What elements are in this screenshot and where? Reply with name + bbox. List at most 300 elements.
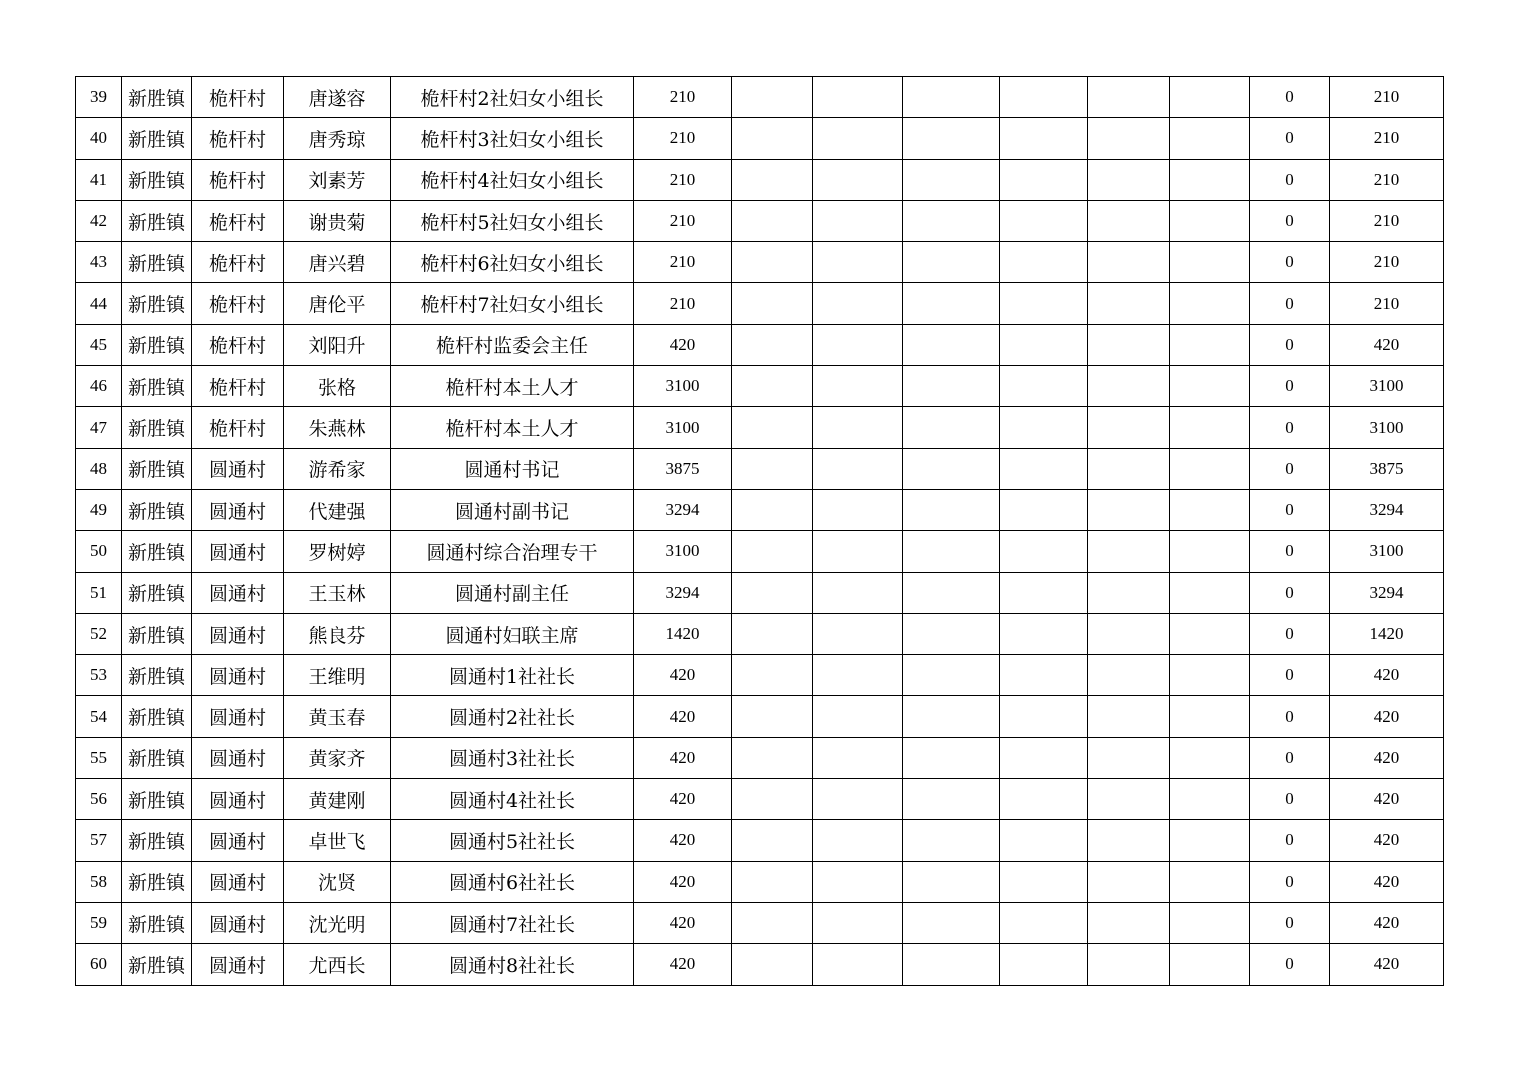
cell-empty <box>1088 737 1170 778</box>
cell-empty <box>732 200 813 241</box>
table-row <box>76 489 1444 530</box>
cell-serial-number: 54 <box>76 696 122 737</box>
cell-empty <box>1000 77 1088 118</box>
cell-deduction: 0 <box>1250 159 1330 200</box>
table-row <box>76 324 1444 365</box>
cell-village: 圆通村 <box>192 737 284 778</box>
cell-town: 新胜镇 <box>122 324 192 365</box>
cell-person-name: 刘阳升 <box>284 324 391 365</box>
cell-empty <box>1170 283 1250 324</box>
cell-empty <box>1170 737 1250 778</box>
cell-empty <box>732 572 813 613</box>
cell-village: 桅杆村 <box>192 324 284 365</box>
cell-empty <box>1000 861 1088 902</box>
cell-town: 新胜镇 <box>122 737 192 778</box>
cell-serial-number: 41 <box>76 159 122 200</box>
cell-person-name: 刘素芳 <box>284 159 391 200</box>
table-row <box>76 366 1444 407</box>
cell-town: 新胜镇 <box>122 861 192 902</box>
cell-amount: 420 <box>634 655 732 696</box>
cell-total: 420 <box>1330 779 1444 820</box>
cell-person-name: 朱燕林 <box>284 407 391 448</box>
cell-serial-number: 49 <box>76 489 122 530</box>
cell-empty <box>813 77 903 118</box>
cell-empty <box>1170 118 1250 159</box>
cell-empty <box>1088 118 1170 159</box>
cell-position: 圆通村8社社长 <box>391 944 634 985</box>
cell-empty <box>1088 779 1170 820</box>
cell-serial-number: 56 <box>76 779 122 820</box>
cell-serial-number: 52 <box>76 613 122 654</box>
cell-total: 420 <box>1330 696 1444 737</box>
cell-position: 圆通村4社社长 <box>391 779 634 820</box>
cell-empty <box>903 283 1000 324</box>
table-body <box>76 77 1444 986</box>
cell-empty <box>1088 407 1170 448</box>
cell-village: 桅杆村 <box>192 159 284 200</box>
cell-serial-number: 59 <box>76 902 122 943</box>
cell-empty <box>813 283 903 324</box>
cell-empty <box>813 779 903 820</box>
cell-amount: 3294 <box>634 489 732 530</box>
cell-person-name: 王玉林 <box>284 572 391 613</box>
cell-person-name: 卓世飞 <box>284 820 391 861</box>
cell-position: 圆通村副主任 <box>391 572 634 613</box>
cell-person-name: 王维明 <box>284 655 391 696</box>
cell-empty <box>813 242 903 283</box>
cell-empty <box>1088 366 1170 407</box>
cell-empty <box>732 283 813 324</box>
cell-empty <box>903 77 1000 118</box>
cell-village: 桅杆村 <box>192 366 284 407</box>
cell-empty <box>903 200 1000 241</box>
cell-empty <box>732 531 813 572</box>
cell-empty <box>1000 159 1088 200</box>
cell-position: 桅杆村本土人才 <box>391 407 634 448</box>
cell-empty <box>903 861 1000 902</box>
table-row <box>76 200 1444 241</box>
cell-serial-number: 46 <box>76 366 122 407</box>
cell-position: 桅杆村7社妇女小组长 <box>391 283 634 324</box>
cell-empty <box>813 696 903 737</box>
cell-person-name: 黄建刚 <box>284 779 391 820</box>
cell-empty <box>903 779 1000 820</box>
cell-town: 新胜镇 <box>122 283 192 324</box>
cell-deduction: 0 <box>1250 77 1330 118</box>
cell-empty <box>1000 902 1088 943</box>
cell-empty <box>1170 944 1250 985</box>
cell-position: 圆通村3社社长 <box>391 737 634 778</box>
cell-empty <box>903 489 1000 530</box>
cell-amount: 420 <box>634 944 732 985</box>
cell-empty <box>903 655 1000 696</box>
cell-village: 桅杆村 <box>192 407 284 448</box>
cell-deduction: 0 <box>1250 944 1330 985</box>
cell-empty <box>732 902 813 943</box>
table-row <box>76 159 1444 200</box>
cell-town: 新胜镇 <box>122 696 192 737</box>
cell-village: 桅杆村 <box>192 77 284 118</box>
table-row <box>76 820 1444 861</box>
cell-village: 圆通村 <box>192 613 284 654</box>
cell-person-name: 谢贵菊 <box>284 200 391 241</box>
cell-empty <box>813 737 903 778</box>
cell-empty <box>1000 324 1088 365</box>
cell-empty <box>1000 737 1088 778</box>
cell-empty <box>1170 159 1250 200</box>
cell-amount: 3294 <box>634 572 732 613</box>
cell-empty <box>732 77 813 118</box>
cell-empty <box>1170 77 1250 118</box>
cell-empty <box>1088 159 1170 200</box>
table-row <box>76 283 1444 324</box>
table-row <box>76 902 1444 943</box>
cell-empty <box>1000 944 1088 985</box>
cell-empty <box>732 242 813 283</box>
cell-empty <box>903 944 1000 985</box>
cell-total: 210 <box>1330 77 1444 118</box>
cell-amount: 420 <box>634 820 732 861</box>
cell-empty <box>813 200 903 241</box>
cell-total: 210 <box>1330 200 1444 241</box>
cell-deduction: 0 <box>1250 324 1330 365</box>
cell-empty <box>1170 200 1250 241</box>
cell-position: 圆通村书记 <box>391 448 634 489</box>
cell-deduction: 0 <box>1250 572 1330 613</box>
cell-amount: 420 <box>634 696 732 737</box>
cell-person-name: 罗树婷 <box>284 531 391 572</box>
cell-empty <box>1170 655 1250 696</box>
cell-position: 桅杆村5社妇女小组长 <box>391 200 634 241</box>
cell-deduction: 0 <box>1250 861 1330 902</box>
cell-amount: 1420 <box>634 613 732 654</box>
cell-empty <box>903 324 1000 365</box>
table-row <box>76 861 1444 902</box>
table-row <box>76 77 1444 118</box>
cell-village: 桅杆村 <box>192 118 284 159</box>
cell-amount: 420 <box>634 324 732 365</box>
cell-deduction: 0 <box>1250 242 1330 283</box>
cell-village: 圆通村 <box>192 655 284 696</box>
cell-empty <box>903 159 1000 200</box>
table-row <box>76 572 1444 613</box>
cell-serial-number: 44 <box>76 283 122 324</box>
cell-total: 3100 <box>1330 366 1444 407</box>
cell-serial-number: 53 <box>76 655 122 696</box>
cell-amount: 210 <box>634 200 732 241</box>
cell-empty <box>732 655 813 696</box>
cell-position: 圆通村2社社长 <box>391 696 634 737</box>
cell-empty <box>1000 366 1088 407</box>
cell-empty <box>813 944 903 985</box>
cell-empty <box>903 407 1000 448</box>
cell-total: 420 <box>1330 655 1444 696</box>
cell-empty <box>813 572 903 613</box>
cell-total: 3294 <box>1330 489 1444 530</box>
cell-serial-number: 47 <box>76 407 122 448</box>
cell-empty <box>1000 779 1088 820</box>
cell-position: 桅杆村6社妇女小组长 <box>391 242 634 283</box>
cell-deduction: 0 <box>1250 283 1330 324</box>
cell-empty <box>1088 448 1170 489</box>
cell-town: 新胜镇 <box>122 200 192 241</box>
cell-empty <box>1170 531 1250 572</box>
table-row <box>76 696 1444 737</box>
table-row <box>76 944 1444 985</box>
cell-amount: 210 <box>634 242 732 283</box>
cell-deduction: 0 <box>1250 902 1330 943</box>
cell-village: 圆通村 <box>192 572 284 613</box>
cell-total: 210 <box>1330 283 1444 324</box>
cell-person-name: 尤西长 <box>284 944 391 985</box>
cell-person-name: 唐兴碧 <box>284 242 391 283</box>
cell-amount: 210 <box>634 77 732 118</box>
cell-empty <box>1000 572 1088 613</box>
cell-serial-number: 42 <box>76 200 122 241</box>
cell-empty <box>813 159 903 200</box>
cell-empty <box>1088 283 1170 324</box>
cell-village: 桅杆村 <box>192 283 284 324</box>
cell-village: 圆通村 <box>192 944 284 985</box>
cell-serial-number: 45 <box>76 324 122 365</box>
cell-town: 新胜镇 <box>122 655 192 696</box>
cell-position: 桅杆村监委会主任 <box>391 324 634 365</box>
cell-deduction: 0 <box>1250 118 1330 159</box>
cell-amount: 420 <box>634 779 732 820</box>
cell-total: 1420 <box>1330 613 1444 654</box>
cell-town: 新胜镇 <box>122 531 192 572</box>
cell-person-name: 黄家齐 <box>284 737 391 778</box>
cell-village: 圆通村 <box>192 489 284 530</box>
cell-total: 3100 <box>1330 531 1444 572</box>
cell-total: 420 <box>1330 324 1444 365</box>
cell-position: 桅杆村4社妇女小组长 <box>391 159 634 200</box>
cell-total: 210 <box>1330 159 1444 200</box>
cell-amount: 3100 <box>634 531 732 572</box>
cell-village: 桅杆村 <box>192 242 284 283</box>
cell-village: 桅杆村 <box>192 200 284 241</box>
cell-empty <box>1000 200 1088 241</box>
cell-village: 圆通村 <box>192 531 284 572</box>
cell-empty <box>732 407 813 448</box>
cell-amount: 420 <box>634 861 732 902</box>
cell-amount: 210 <box>634 283 732 324</box>
cell-empty <box>732 324 813 365</box>
cell-total: 420 <box>1330 861 1444 902</box>
cell-person-name: 张格 <box>284 366 391 407</box>
cell-empty <box>1088 242 1170 283</box>
cell-serial-number: 60 <box>76 944 122 985</box>
cell-deduction: 0 <box>1250 366 1330 407</box>
cell-village: 圆通村 <box>192 861 284 902</box>
cell-position: 桅杆村本土人才 <box>391 366 634 407</box>
cell-deduction: 0 <box>1250 407 1330 448</box>
cell-empty <box>813 324 903 365</box>
table-row <box>76 613 1444 654</box>
cell-person-name: 沈贤 <box>284 861 391 902</box>
cell-town: 新胜镇 <box>122 407 192 448</box>
cell-empty <box>813 902 903 943</box>
cell-empty <box>1088 77 1170 118</box>
cell-empty <box>903 820 1000 861</box>
cell-village: 圆通村 <box>192 820 284 861</box>
cell-empty <box>813 820 903 861</box>
cell-serial-number: 50 <box>76 531 122 572</box>
cell-total: 420 <box>1330 902 1444 943</box>
cell-person-name: 唐秀琼 <box>284 118 391 159</box>
cell-empty <box>732 696 813 737</box>
cell-empty <box>1088 324 1170 365</box>
cell-amount: 210 <box>634 118 732 159</box>
cell-empty <box>903 531 1000 572</box>
cell-position: 圆通村副书记 <box>391 489 634 530</box>
cell-empty <box>903 902 1000 943</box>
cell-town: 新胜镇 <box>122 489 192 530</box>
cell-empty <box>813 861 903 902</box>
cell-person-name: 熊良芬 <box>284 613 391 654</box>
cell-serial-number: 55 <box>76 737 122 778</box>
cell-deduction: 0 <box>1250 779 1330 820</box>
cell-person-name: 唐遂容 <box>284 77 391 118</box>
cell-position: 圆通村7社社长 <box>391 902 634 943</box>
cell-serial-number: 57 <box>76 820 122 861</box>
cell-empty <box>1170 820 1250 861</box>
cell-empty <box>1170 902 1250 943</box>
cell-empty <box>732 779 813 820</box>
cell-empty <box>1170 696 1250 737</box>
cell-village: 圆通村 <box>192 779 284 820</box>
cell-empty <box>1000 242 1088 283</box>
cell-position: 桅杆村3社妇女小组长 <box>391 118 634 159</box>
cell-position: 圆通村妇联主席 <box>391 613 634 654</box>
cell-total: 420 <box>1330 820 1444 861</box>
cell-empty <box>732 448 813 489</box>
cell-total: 3875 <box>1330 448 1444 489</box>
cell-empty <box>1000 489 1088 530</box>
cell-empty <box>1170 572 1250 613</box>
cell-serial-number: 48 <box>76 448 122 489</box>
cell-town: 新胜镇 <box>122 366 192 407</box>
cell-empty <box>813 489 903 530</box>
cell-empty <box>1000 407 1088 448</box>
cell-empty <box>1088 944 1170 985</box>
cell-amount: 210 <box>634 159 732 200</box>
cell-village: 圆通村 <box>192 902 284 943</box>
cell-deduction: 0 <box>1250 655 1330 696</box>
cell-position: 圆通村6社社长 <box>391 861 634 902</box>
cell-serial-number: 58 <box>76 861 122 902</box>
cell-empty <box>1170 861 1250 902</box>
cell-town: 新胜镇 <box>122 820 192 861</box>
cell-serial-number: 40 <box>76 118 122 159</box>
cell-empty <box>903 448 1000 489</box>
cell-town: 新胜镇 <box>122 944 192 985</box>
cell-deduction: 0 <box>1250 696 1330 737</box>
cell-empty <box>1170 366 1250 407</box>
cell-empty <box>1088 655 1170 696</box>
cell-amount: 3100 <box>634 407 732 448</box>
cell-empty <box>903 366 1000 407</box>
cell-amount: 3100 <box>634 366 732 407</box>
cell-deduction: 0 <box>1250 737 1330 778</box>
table-row <box>76 242 1444 283</box>
cell-empty <box>1170 407 1250 448</box>
cell-deduction: 0 <box>1250 531 1330 572</box>
cell-village: 圆通村 <box>192 448 284 489</box>
cell-empty <box>732 737 813 778</box>
subsidy-table <box>75 76 1444 986</box>
cell-empty <box>813 407 903 448</box>
cell-empty <box>1170 242 1250 283</box>
cell-empty <box>1000 655 1088 696</box>
cell-deduction: 0 <box>1250 489 1330 530</box>
cell-empty <box>1000 696 1088 737</box>
cell-empty <box>1170 779 1250 820</box>
cell-empty <box>813 366 903 407</box>
cell-empty <box>1170 613 1250 654</box>
table-row <box>76 448 1444 489</box>
cell-empty <box>1088 820 1170 861</box>
cell-person-name: 唐伦平 <box>284 283 391 324</box>
cell-town: 新胜镇 <box>122 242 192 283</box>
cell-serial-number: 39 <box>76 77 122 118</box>
cell-serial-number: 51 <box>76 572 122 613</box>
cell-empty <box>1088 489 1170 530</box>
cell-total: 3100 <box>1330 407 1444 448</box>
cell-town: 新胜镇 <box>122 902 192 943</box>
cell-empty <box>732 944 813 985</box>
cell-position: 圆通村1社社长 <box>391 655 634 696</box>
cell-empty <box>1000 820 1088 861</box>
table-row <box>76 737 1444 778</box>
cell-empty <box>1170 324 1250 365</box>
cell-empty <box>813 531 903 572</box>
cell-deduction: 0 <box>1250 820 1330 861</box>
cell-total: 3294 <box>1330 572 1444 613</box>
table-row <box>76 531 1444 572</box>
cell-empty <box>732 613 813 654</box>
cell-person-name: 代建强 <box>284 489 391 530</box>
cell-town: 新胜镇 <box>122 448 192 489</box>
cell-empty <box>903 696 1000 737</box>
cell-town: 新胜镇 <box>122 159 192 200</box>
cell-empty <box>1000 448 1088 489</box>
cell-serial-number: 43 <box>76 242 122 283</box>
cell-total: 420 <box>1330 944 1444 985</box>
cell-empty <box>732 489 813 530</box>
cell-person-name: 黄玉春 <box>284 696 391 737</box>
cell-amount: 420 <box>634 902 732 943</box>
cell-empty <box>1088 613 1170 654</box>
cell-empty <box>1000 613 1088 654</box>
cell-empty <box>1088 200 1170 241</box>
cell-empty <box>903 613 1000 654</box>
cell-empty <box>1088 696 1170 737</box>
cell-empty <box>1088 902 1170 943</box>
cell-empty <box>813 448 903 489</box>
cell-empty <box>1088 572 1170 613</box>
cell-town: 新胜镇 <box>122 118 192 159</box>
cell-deduction: 0 <box>1250 448 1330 489</box>
cell-village: 圆通村 <box>192 696 284 737</box>
table-row <box>76 655 1444 696</box>
cell-position: 圆通村5社社长 <box>391 820 634 861</box>
cell-empty <box>732 118 813 159</box>
table-row <box>76 779 1444 820</box>
cell-town: 新胜镇 <box>122 572 192 613</box>
cell-amount: 420 <box>634 737 732 778</box>
cell-empty <box>813 655 903 696</box>
